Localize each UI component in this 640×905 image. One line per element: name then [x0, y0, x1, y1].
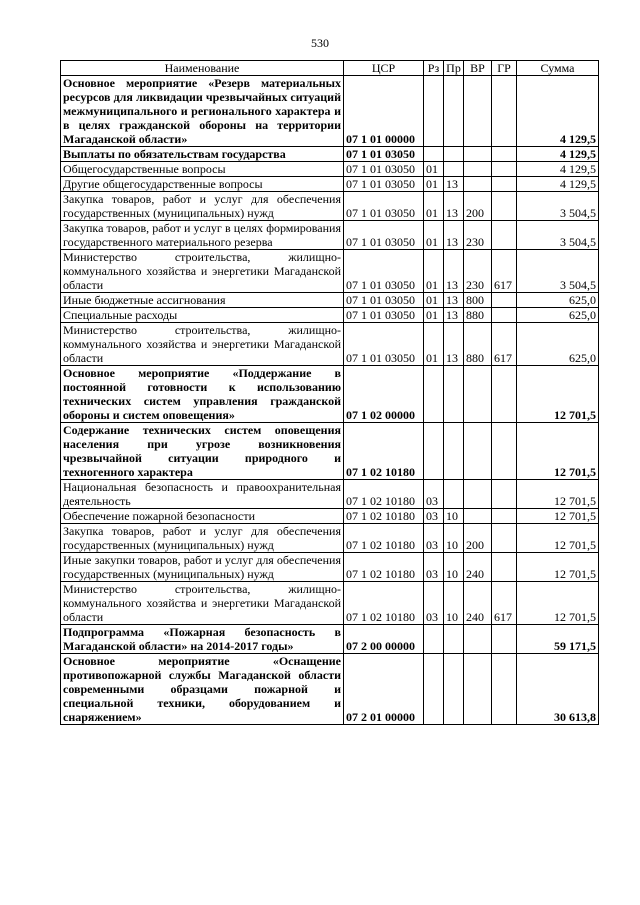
cell-vr: [464, 162, 492, 177]
cell-rz: [424, 366, 444, 423]
header-gr: ГР: [492, 61, 517, 76]
cell-rz: [424, 654, 444, 725]
header-amount: Сумма: [517, 61, 599, 76]
cell-pr: 10: [444, 553, 464, 582]
cell-code: 07 1 02 10180: [344, 480, 424, 509]
cell-code: 07 1 01 03050: [344, 162, 424, 177]
cell-code: 07 1 02 00000: [344, 366, 424, 423]
cell-vr: [464, 147, 492, 162]
cell-vr: [464, 509, 492, 524]
cell-vr: [464, 480, 492, 509]
cell-amount: 4 129,5: [517, 162, 599, 177]
cell-gr: [492, 147, 517, 162]
cell-gr: [492, 423, 517, 480]
cell-pr: 13: [444, 323, 464, 366]
cell-amount: 12 701,5: [517, 582, 599, 625]
cell-pr: 10: [444, 524, 464, 553]
cell-name: Общегосударственные вопросы: [61, 162, 344, 177]
cell-vr: 200: [464, 524, 492, 553]
cell-pr: [444, 162, 464, 177]
cell-name: Иные бюджетные ассигнования: [61, 293, 344, 308]
cell-pr: 13: [444, 308, 464, 323]
table-row: [61, 76, 599, 147]
cell-pr: 13: [444, 192, 464, 221]
header-name: Наименование: [61, 61, 344, 76]
cell-pr: [444, 147, 464, 162]
cell-gr: [492, 625, 517, 654]
cell-rz: [424, 76, 444, 147]
header-rz: Рз: [424, 61, 444, 76]
cell-vr: [464, 177, 492, 192]
cell-code: 07 1 01 03050: [344, 323, 424, 366]
cell-amount: 59 171,5: [517, 625, 599, 654]
cell-code: 07 1 01 03050: [344, 250, 424, 293]
header-pr: Пр: [444, 61, 464, 76]
cell-code: 07 1 02 10180: [344, 553, 424, 582]
cell-pr: [444, 423, 464, 480]
cell-rz: 01: [424, 221, 444, 250]
cell-gr: 617: [492, 323, 517, 366]
cell-code: 07 1 01 03050: [344, 293, 424, 308]
cell-name: Специальные расходы: [61, 308, 344, 323]
table-header-row: [61, 61, 599, 76]
cell-gr: [492, 553, 517, 582]
table-row: [61, 480, 599, 509]
table-row: [61, 177, 599, 192]
cell-name: Содержание технических систем оповещения населения при угрозе возникновения чрезвычайной ситуации природного и техногенного характера: [61, 423, 344, 480]
cell-code: 07 1 01 03050: [344, 192, 424, 221]
cell-rz: 03: [424, 509, 444, 524]
cell-code: 07 2 01 00000: [344, 654, 424, 725]
cell-gr: [492, 480, 517, 509]
cell-gr: [492, 162, 517, 177]
header-code: ЦСР: [344, 61, 424, 76]
cell-vr: [464, 654, 492, 725]
cell-rz: [424, 423, 444, 480]
table-row: [61, 654, 599, 725]
cell-code: 07 1 02 10180: [344, 582, 424, 625]
cell-gr: 617: [492, 250, 517, 293]
table-row: [61, 192, 599, 221]
table-row: [61, 162, 599, 177]
cell-code: 07 1 02 10180: [344, 509, 424, 524]
cell-pr: 13: [444, 293, 464, 308]
cell-rz: 01: [424, 162, 444, 177]
cell-rz: 03: [424, 553, 444, 582]
cell-gr: [492, 177, 517, 192]
cell-amount: 12 701,5: [517, 366, 599, 423]
cell-vr: 230: [464, 221, 492, 250]
cell-code: 07 1 01 00000: [344, 76, 424, 147]
cell-gr: [492, 366, 517, 423]
cell-gr: [492, 293, 517, 308]
cell-rz: 03: [424, 582, 444, 625]
cell-gr: [492, 654, 517, 725]
cell-pr: [444, 480, 464, 509]
cell-amount: 625,0: [517, 293, 599, 308]
cell-gr: [492, 192, 517, 221]
cell-code: 07 1 01 03050: [344, 147, 424, 162]
cell-name: Закупка товаров, работ и услуг для обеспечения государственных (муниципальных) нужд: [61, 192, 344, 221]
header-vr: ВР: [464, 61, 492, 76]
table-row: [61, 524, 599, 553]
table-row: [61, 147, 599, 162]
cell-name: Подпрограмма «Пожарная безопасность в Магаданской области» на 2014-2017 годы»: [61, 625, 344, 654]
cell-vr: 200: [464, 192, 492, 221]
cell-rz: 01: [424, 177, 444, 192]
table-row: [61, 509, 599, 524]
cell-vr: 800: [464, 293, 492, 308]
cell-vr: 240: [464, 553, 492, 582]
cell-rz: 03: [424, 480, 444, 509]
cell-code: 07 1 02 10180: [344, 423, 424, 480]
table-row: [61, 625, 599, 654]
table-body: [61, 76, 599, 725]
cell-code: 07 1 01 03050: [344, 308, 424, 323]
cell-name: Министерство строительства, жилищно-коммунального хозяйства и энергетики Магаданской области: [61, 323, 344, 366]
cell-name: Обеспечение пожарной безопасности: [61, 509, 344, 524]
cell-pr: 13: [444, 221, 464, 250]
cell-name: Министерство строительства, жилищно-коммунального хозяйства и энергетики Магаданской области: [61, 582, 344, 625]
cell-vr: 230: [464, 250, 492, 293]
cell-amount: 12 701,5: [517, 423, 599, 480]
cell-name: Выплаты по обязательствам государства: [61, 147, 344, 162]
cell-vr: 240: [464, 582, 492, 625]
cell-amount: 3 504,5: [517, 192, 599, 221]
cell-amount: 30 613,8: [517, 654, 599, 725]
cell-name: Министерство строительства, жилищно-коммунального хозяйства и энергетики Магаданской области: [61, 250, 344, 293]
cell-code: 07 1 02 10180: [344, 524, 424, 553]
cell-rz: 01: [424, 323, 444, 366]
cell-gr: [492, 509, 517, 524]
cell-name: Другие общегосударственные вопросы: [61, 177, 344, 192]
cell-gr: [492, 524, 517, 553]
table-row: [61, 553, 599, 582]
cell-amount: 12 701,5: [517, 480, 599, 509]
cell-pr: 13: [444, 177, 464, 192]
cell-vr: [464, 366, 492, 423]
cell-gr: [492, 308, 517, 323]
cell-pr: 10: [444, 509, 464, 524]
cell-rz: 03: [424, 524, 444, 553]
cell-rz: 01: [424, 250, 444, 293]
cell-amount: 3 504,5: [517, 250, 599, 293]
table-row: [61, 250, 599, 293]
cell-vr: [464, 76, 492, 147]
cell-rz: 01: [424, 293, 444, 308]
table-row: [61, 423, 599, 480]
cell-name: Иные закупки товаров, работ и услуг для обеспечения государственных (муниципальных) нужд: [61, 553, 344, 582]
cell-vr: 880: [464, 323, 492, 366]
page-number: 530: [311, 36, 329, 50]
table-row: [61, 582, 599, 625]
cell-pr: [444, 366, 464, 423]
cell-gr: 617: [492, 582, 517, 625]
cell-code: 07 1 01 03050: [344, 177, 424, 192]
cell-amount: 4 129,5: [517, 147, 599, 162]
cell-name: Основное мероприятие «Резерв материальных ресурсов для ликвидации чрезвычайных ситуаций межмуниципального и регионального характера и в целях гражданской обороны на территории Магаданской области»: [61, 76, 344, 147]
cell-amount: 625,0: [517, 323, 599, 366]
cell-pr: [444, 654, 464, 725]
cell-pr: [444, 76, 464, 147]
table-row: [61, 308, 599, 323]
cell-vr: [464, 423, 492, 480]
cell-amount: 12 701,5: [517, 553, 599, 582]
table-row: [61, 366, 599, 423]
cell-pr: 13: [444, 250, 464, 293]
cell-code: 07 2 00 00000: [344, 625, 424, 654]
cell-pr: [444, 625, 464, 654]
cell-amount: 12 701,5: [517, 509, 599, 524]
cell-amount: 625,0: [517, 308, 599, 323]
budget-table: [60, 60, 599, 725]
cell-pr: 10: [444, 582, 464, 625]
cell-rz: 01: [424, 192, 444, 221]
cell-amount: 4 129,5: [517, 76, 599, 147]
cell-amount: 4 129,5: [517, 177, 599, 192]
cell-name: Закупка товаров, работ и услуг в целях формирования государственного материального резерва: [61, 221, 344, 250]
table-row: [61, 221, 599, 250]
cell-rz: [424, 147, 444, 162]
cell-name: Основное мероприятие «Поддержание в постоянной готовности к использованию технических систем управления гражданской обороны и систем оповещения»: [61, 366, 344, 423]
cell-amount: 3 504,5: [517, 221, 599, 250]
cell-vr: 880: [464, 308, 492, 323]
cell-name: Закупка товаров, работ и услуг для обеспечения государственных (муниципальных) нужд: [61, 524, 344, 553]
cell-vr: [464, 625, 492, 654]
cell-name: Основное мероприятие «Оснащение противопожарной службы Магаданской области современными образцами пожарной и специальной техники, оборудованием и снаряжением»: [61, 654, 344, 725]
cell-rz: [424, 625, 444, 654]
cell-amount: 12 701,5: [517, 524, 599, 553]
table-row: [61, 323, 599, 366]
cell-gr: [492, 221, 517, 250]
table-row: [61, 293, 599, 308]
cell-gr: [492, 76, 517, 147]
cell-name: Национальная безопасность и правоохранительная деятельность: [61, 480, 344, 509]
cell-rz: 01: [424, 308, 444, 323]
cell-code: 07 1 01 03050: [344, 221, 424, 250]
